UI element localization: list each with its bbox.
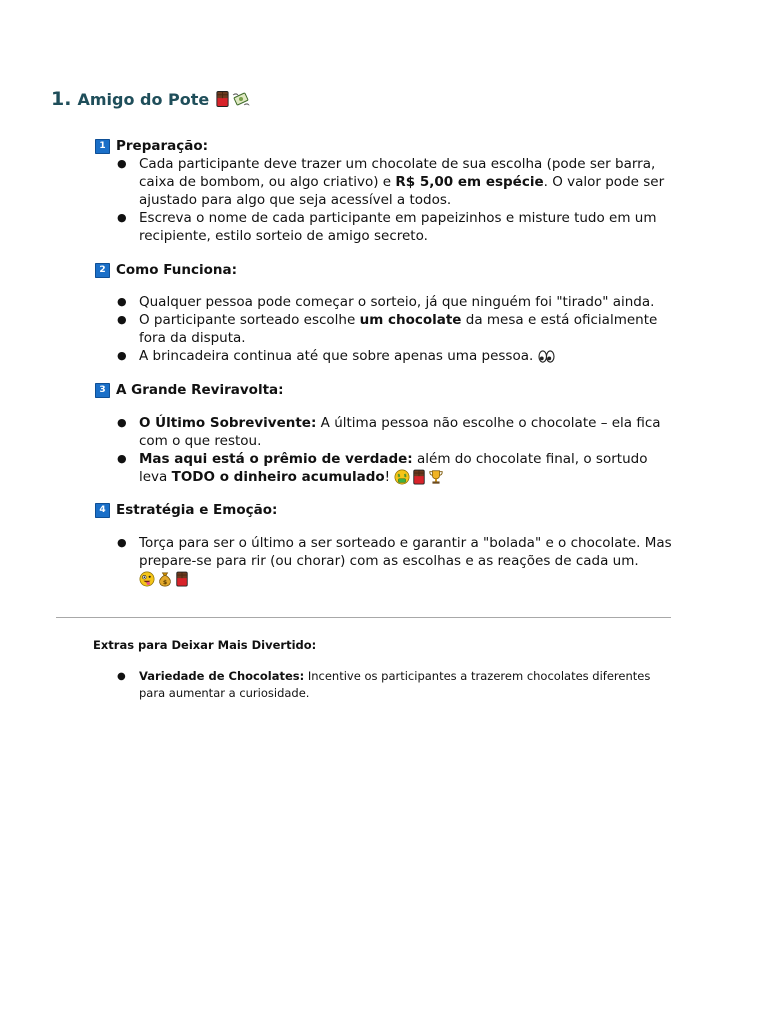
- list-item: ● A brincadeira continua até que sobre apenas uma pessoa.: [139, 347, 679, 365]
- eyes-icon: [538, 349, 555, 364]
- section-heading-text: A Grande Reviravolta:: [116, 382, 284, 398]
- section-list-como-funciona: [117, 293, 679, 365]
- list-item: ● O participante sorteado escolhe um chocolate da mesa e está oficialmente fora da disputa.: [117, 312, 658, 346]
- money-mouth-face-icon: [394, 469, 410, 485]
- bullet-icon: ●: [117, 313, 127, 326]
- chocolate-bar-icon: [175, 571, 189, 587]
- bullet-icon: ●: [117, 349, 127, 362]
- section-heading-text: Como Funciona:: [116, 262, 238, 278]
- title-number: 1.: [51, 88, 72, 110]
- bullet-icon: ●: [117, 536, 127, 549]
- bullet-icon: ●: [117, 671, 126, 682]
- keycap-1-icon: 1: [95, 139, 110, 154]
- list-item: ● Torça para ser o último a ser sorteado e garantir a "bolada" e o chocolate. Mas prepare-se para rir (ou chorar) com as escolhas e as reações de cada um.: [139, 534, 679, 588]
- section-list-estrategia-emocao: [117, 534, 679, 588]
- bullet-icon: ●: [117, 416, 127, 429]
- horizontal-divider: [56, 617, 671, 618]
- list-item: ● Mas aqui está o prêmio de verdade: além do chocolate final, o sortudo leva TODO o dinheiro acumulado!: [117, 451, 648, 485]
- money-with-wings-icon: [232, 90, 250, 108]
- section-heading-text: Preparação:: [116, 138, 209, 154]
- title-text: Amigo do Pote: [77, 89, 210, 109]
- bullet-icon: ●: [117, 452, 127, 465]
- section-list-grande-reviravolta: [117, 414, 679, 486]
- keycap-4-icon: 4: [95, 503, 110, 518]
- page-title: [51, 88, 250, 110]
- extras-heading: Extras para Deixar Mais Divertido:: [93, 638, 317, 652]
- zany-face-icon: [139, 571, 155, 587]
- trophy-icon: [428, 469, 444, 485]
- chocolate-bar-icon: [215, 90, 230, 108]
- list-item: ● O Último Sobrevivente: A última pessoa não escolhe o chocolate – ela fica com o que restou.: [117, 415, 661, 449]
- section-heading-estrategia-emocao: [95, 501, 277, 519]
- chocolate-bar-icon: [412, 469, 426, 485]
- bullet-icon: ●: [117, 211, 127, 224]
- bullet-icon: ●: [117, 295, 127, 308]
- extras-list: [117, 668, 669, 702]
- section-heading-grande-reviravolta: [95, 381, 284, 399]
- list-item: ● Qualquer pessoa pode começar o sorteio, já que ninguém foi "tirado" ainda.: [117, 294, 655, 310]
- list-item: ● Variedade de Chocolates: Incentive os participantes a trazerem chocolates diferentes para aumentar a curiosidade.: [117, 669, 651, 700]
- section-heading-preparacao: [95, 137, 208, 155]
- section-heading-text: Estratégia e Emoção:: [116, 502, 278, 518]
- section-list-preparacao: [117, 155, 679, 245]
- keycap-3-icon: 3: [95, 383, 110, 398]
- list-item: ● Escreva o nome de cada participante em papeizinhos e misture tudo em um recipiente, estilo sorteio de amigo secreto.: [117, 210, 657, 244]
- list-item: ● Cada participante deve trazer um chocolate de sua escolha (pode ser barra, caixa de bombom, ou algo criativo) e R$ 5,00 em espécie. O valor pode ser ajustado para algo que seja acessível a todos.: [117, 156, 665, 208]
- section-heading-como-funciona: [95, 261, 237, 279]
- money-bag-icon: [157, 571, 173, 587]
- bullet-icon: ●: [117, 157, 127, 170]
- title-emojis: [215, 90, 250, 108]
- keycap-2-icon: 2: [95, 263, 110, 278]
